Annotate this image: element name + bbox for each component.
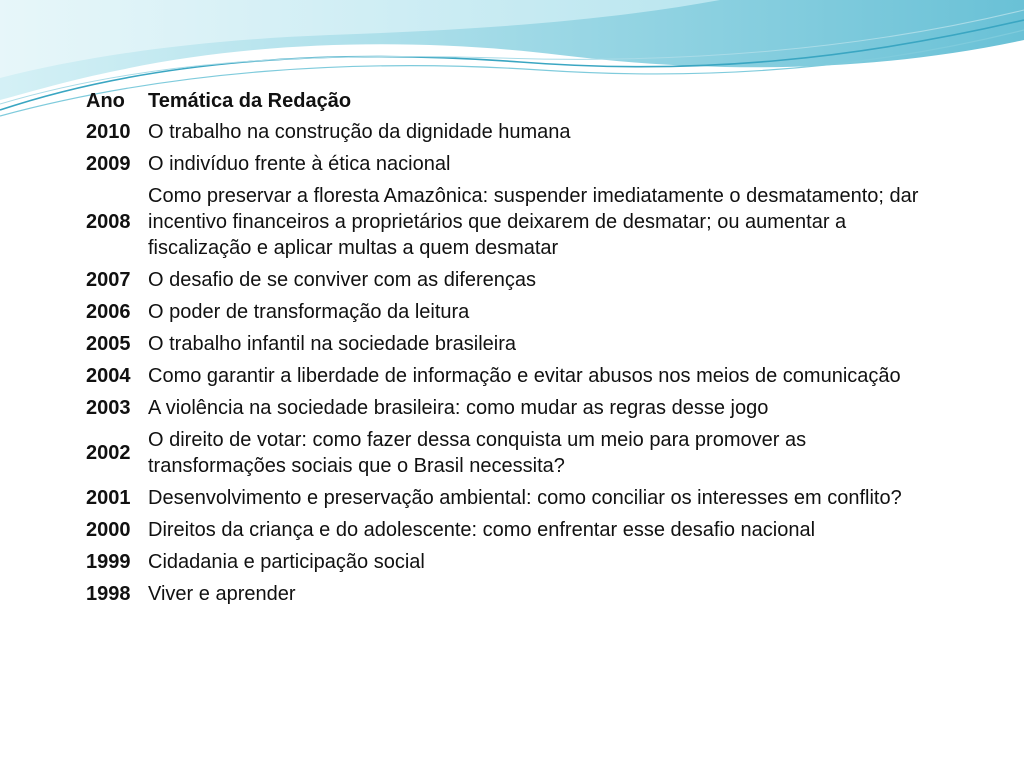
table-row	[86, 264, 936, 296]
row-year: 1998	[86, 583, 131, 605]
row-year: 2009	[86, 153, 131, 175]
row-theme: A violência na sociedade brasileira: como mudar as regras desse jogo	[148, 397, 769, 419]
table-row	[86, 116, 936, 148]
row-theme: O trabalho na construção da dignidade humana	[148, 121, 571, 143]
row-theme: O indivíduo frente à ética nacional	[148, 153, 451, 175]
enem-themes-table-container	[86, 88, 936, 610]
row-theme: O direito de votar: como fazer dessa conquista um meio para promover as transformações sociais que o Brasil necessita?	[148, 429, 807, 477]
row-theme: Como garantir a liberdade de informação e evitar abusos nos meios de comunicação	[148, 365, 901, 387]
table-row	[86, 180, 936, 264]
row-theme: Como preservar a floresta Amazônica: suspender imediatamente o desmatamento; dar incentivo financeiros a proprietários que deixarem de desmatar; ou aumentar a fiscalização e aplicar multas a quem desmatar	[148, 185, 919, 259]
row-year: 2005	[86, 333, 131, 355]
row-year: 2000	[86, 519, 131, 541]
row-year: 2007	[86, 269, 131, 291]
row-theme: Viver e aprender	[148, 583, 296, 605]
row-theme: Desenvolvimento e preservação ambiental: como conciliar os interesses em conflito?	[148, 487, 902, 509]
row-year: 2006	[86, 301, 131, 323]
row-year: 2008	[86, 211, 131, 233]
table-row	[86, 392, 936, 424]
row-year: 2001	[86, 487, 131, 509]
row-theme: O desafio de se conviver com as diferenças	[148, 269, 536, 291]
header-theme: Temática da Redação	[148, 90, 352, 112]
table-row	[86, 578, 936, 610]
table-row	[86, 148, 936, 180]
row-theme: O trabalho infantil na sociedade brasileira	[148, 333, 516, 355]
row-year: 2004	[86, 365, 131, 387]
table-row	[86, 328, 936, 360]
table-row	[86, 514, 936, 546]
table-row	[86, 482, 936, 514]
row-year: 1999	[86, 551, 131, 573]
row-theme: Direitos da criança e do adolescente: como enfrentar esse desafio nacional	[148, 519, 816, 541]
table-row	[86, 296, 936, 328]
table-row	[86, 546, 936, 578]
header-year: Ano	[86, 90, 125, 112]
row-theme: O poder de transformação da leitura	[148, 301, 470, 323]
row-year: 2010	[86, 121, 131, 143]
table-header-row	[86, 88, 936, 116]
enem-themes-table	[86, 88, 936, 610]
table-row	[86, 424, 936, 482]
row-year: 2003	[86, 397, 131, 419]
row-theme: Cidadania e participação social	[148, 551, 425, 573]
row-year: 2002	[86, 442, 131, 464]
table-row	[86, 360, 936, 392]
